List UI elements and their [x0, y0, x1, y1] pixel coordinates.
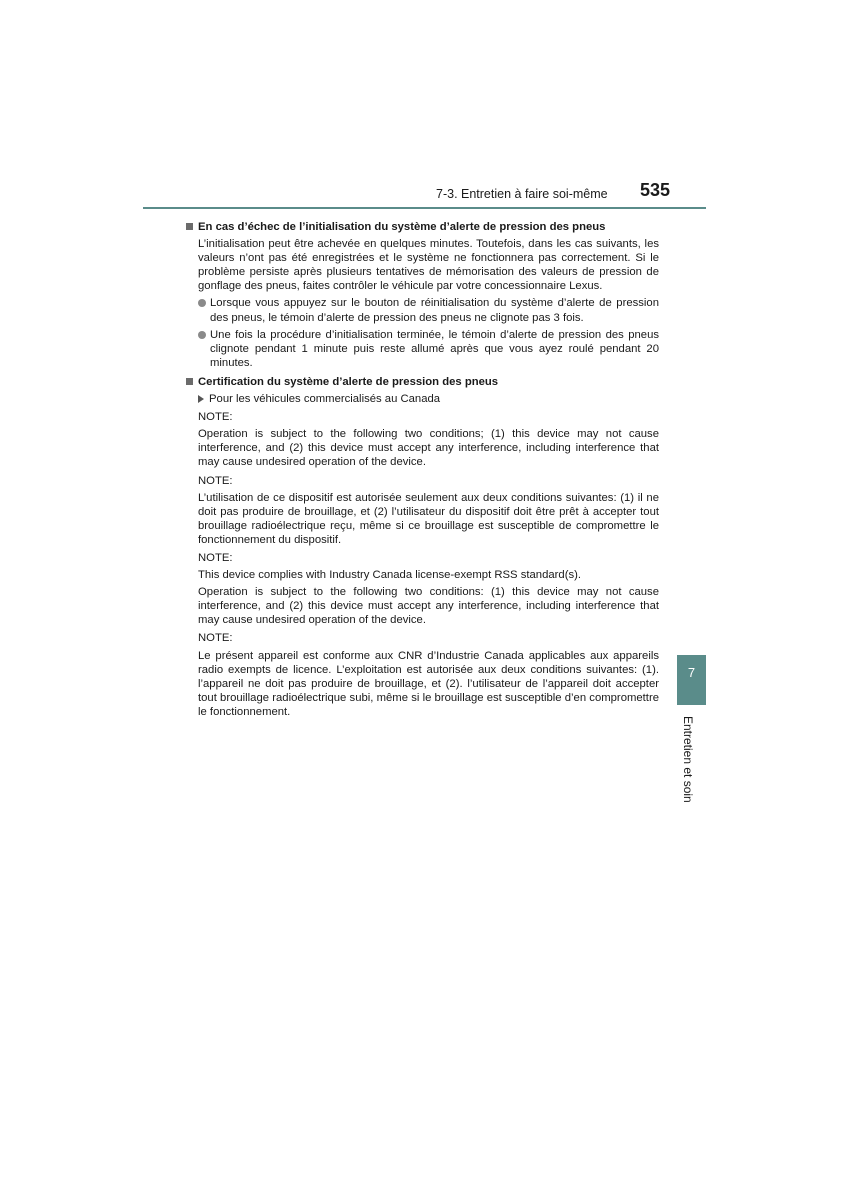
- paragraph: Operation is subject to the following two conditions: (1) this device may not cause interference, and (2) this device must accept any interference, including interference that may cause undesired operation of the device.: [198, 586, 659, 627]
- paragraph: L’utilisation de ce dispositif est autorisée seulement aux deux conditions suivantes: (1) il ne doit pas produire de brouillage, et (2) l’utilisateur du dispositif doit être prêt à accepter tout brouillage radioélectrique reçu, même si ce brouillage est susceptible de compromettre le fonctionnement du dispositif.: [198, 491, 659, 546]
- section-heading-initialization-failure: [186, 220, 659, 234]
- page-number: 535: [640, 180, 671, 200]
- page-content: [186, 216, 659, 719]
- paragraph: Le présent appareil est conforme aux CNR d’Industrie Canada applicables aux appareils radio exempts de licence. L’exploitation est autorisée aux deux conditions suivantes: (1). l’appareil ne doit pas produire de brouillage, et (2). l’utilisateur de l’appareil doit accepter tout brouillage radioélectrique subi, même si le brouillage est susceptible d’en compromettre le fonctionnement.: [198, 649, 659, 718]
- chapter-number: 7: [687, 665, 696, 680]
- section-header: 7-3. Entretien à faire soi-même: [436, 187, 608, 201]
- note-label: NOTE:: [198, 411, 233, 424]
- section-title: En cas d’échec de l’initialisation du système d’alerte de pression des pneus: [198, 221, 606, 233]
- chapter-label: Entretien et soin: [681, 716, 695, 803]
- circle-bullet-icon: [198, 331, 206, 339]
- paragraph: L’initialisation peut être achevée en quelques minutes. Toutefois, dans les cas suivants, les valeurs n’ont pas été enregistrées et le système ne fonctionnera pas correctement. Si le problème persiste après plusieurs tentatives de mémorisation des valeurs de pression de gonflage des pneus, faites contrôler le véhicule par votre concessionnaire Lexus.: [198, 238, 659, 293]
- subheading-text: Pour les véhicules commercialisés au Canada: [209, 393, 441, 406]
- section-heading-certification: [186, 375, 659, 389]
- note-label: NOTE:: [198, 551, 233, 564]
- triangle-arrow-icon: [198, 395, 204, 403]
- header-divider: [143, 207, 706, 209]
- circle-bullet-icon: [198, 299, 206, 307]
- note-label: NOTE:: [198, 474, 233, 487]
- list-item: [198, 328, 659, 370]
- list-item-text: Une fois la procédure d’initialisation terminée, le témoin d’alerte de pression des pneus clignote pendant 1 minute puis reste allumé après que vous ayez roulé pendant 20 minutes.: [210, 328, 659, 369]
- paragraph: This device complies with Industry Canada license-exempt RSS standard(s).: [198, 569, 582, 582]
- note-label: NOTE:: [198, 632, 233, 645]
- subheading: [198, 392, 659, 406]
- section-title: Certification du système d’alerte de pression des pneus: [198, 375, 499, 388]
- list-item: [198, 296, 659, 324]
- square-bullet-icon: [186, 223, 193, 230]
- square-bullet-icon: [186, 378, 193, 385]
- list-item-text: Lorsque vous appuyez sur le bouton de réinitialisation du système d’alerte de pression des pneus, le témoin d’alerte de pression des pneus ne clignote pas 3 fois.: [210, 297, 659, 324]
- chapter-tab: [677, 655, 706, 705]
- paragraph: Operation is subject to the following two conditions; (1) this device may not cause interference, and (2) this device must accept any interference, including interference that may cause undesired operation of the device.: [198, 428, 659, 469]
